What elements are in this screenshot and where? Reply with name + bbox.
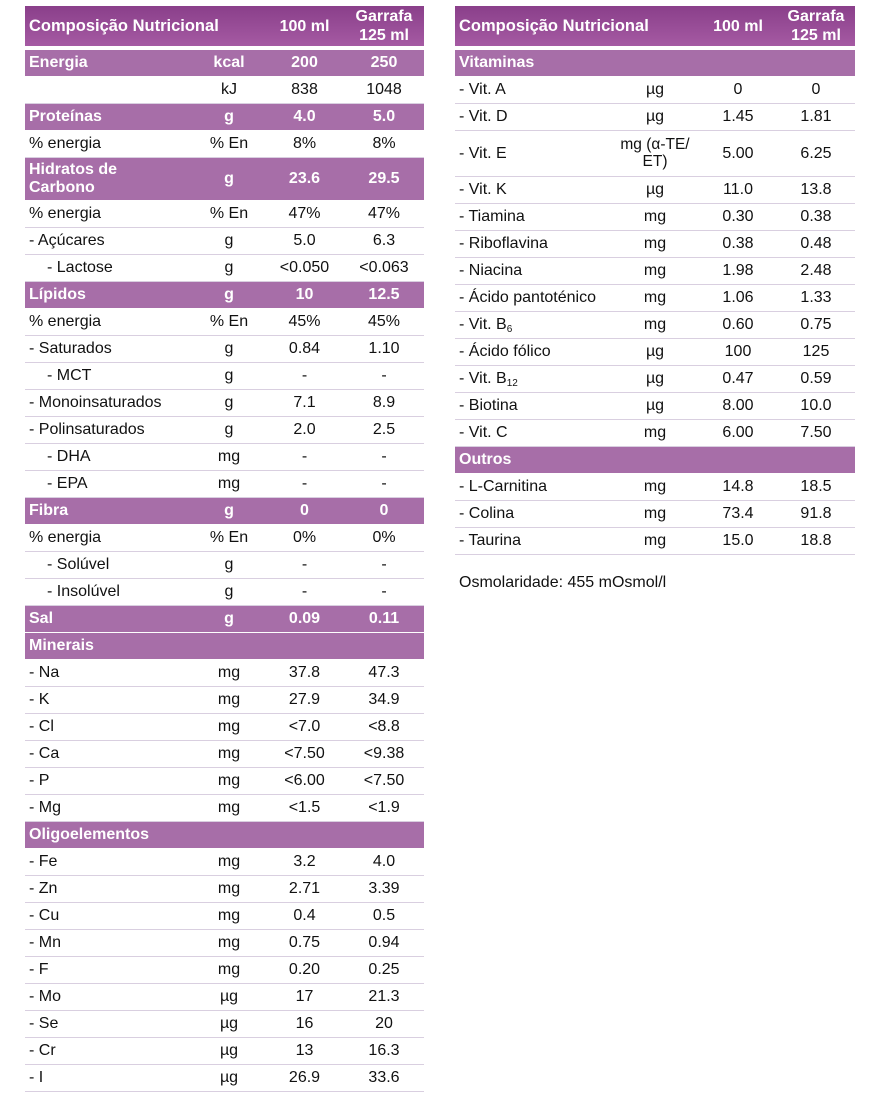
value-bottle: - (381, 367, 387, 384)
unit-cell: mg (217, 961, 241, 978)
nutrient-label: - Monoinsaturados (29, 394, 162, 411)
nutrient-label: - Polinsaturados (29, 421, 145, 438)
unit-cell: mg (217, 691, 241, 708)
unit-cell: mg (643, 262, 667, 279)
unit-cell: % En (209, 529, 249, 546)
nutrient-label: - Vit. $B_6$ (459, 316, 513, 335)
table-row (25, 417, 424, 444)
nutrient-label: Fibra (29, 502, 69, 519)
table-row (25, 768, 424, 795)
value-100ml: 47% (288, 205, 321, 222)
nutrient-label: - Mn (29, 934, 61, 951)
unit-cell: % En (209, 313, 249, 330)
unit-cell: mg (643, 505, 667, 522)
value-100ml: 23.6 (288, 170, 321, 187)
value-100ml: - (301, 583, 308, 600)
unit-cell: mg (α-TE/ ET) (620, 136, 690, 170)
value-100ml: - (301, 475, 308, 492)
nutrient-label: Hidratos de Carbono (29, 161, 118, 196)
value-100ml: 27.9 (288, 691, 321, 708)
table-row (455, 420, 855, 447)
nutrient-label: - I (29, 1069, 44, 1086)
value-bottle: 29.5 (368, 170, 400, 187)
value-100ml: 5.0 (293, 232, 316, 249)
value-bottle: 21.3 (368, 988, 400, 1005)
table-row (25, 660, 424, 687)
table-row (455, 366, 855, 393)
unit-cell: mg (217, 934, 241, 951)
value-bottle: 5.0 (372, 108, 396, 125)
value-bottle: 16.3 (368, 1042, 400, 1059)
table-row (25, 687, 424, 714)
unit-cell: µg (645, 181, 665, 198)
unit-cell: mg (217, 448, 241, 465)
table-row (455, 474, 855, 501)
value-bottle: <7.50 (363, 772, 405, 789)
value-100ml: <7.0 (288, 718, 321, 735)
nutrient-label: - Cl (29, 718, 54, 735)
value-100ml: 5.00 (722, 144, 754, 162)
table-row (25, 930, 424, 957)
unit-cell: mg (217, 907, 241, 924)
table-row (25, 525, 424, 552)
value-bottle: 33.6 (368, 1069, 400, 1086)
value-100ml: 0 (733, 81, 743, 98)
value-bottle: 3.39 (368, 880, 400, 897)
table-header (455, 6, 855, 50)
value-bottle: 18.5 (800, 478, 832, 495)
unit-cell: g (224, 286, 234, 303)
value-100ml: 17 (295, 988, 314, 1005)
value-bottle: 8% (372, 135, 396, 152)
value-100ml: 45% (288, 313, 321, 330)
table-row (455, 131, 855, 177)
value-bottle: 4.0 (372, 853, 396, 870)
value-bottle: <1.9 (368, 799, 400, 816)
value-100ml: 7.1 (293, 394, 316, 411)
table-row (25, 552, 424, 579)
header-bottle: Garrafa 125 ml (787, 8, 845, 44)
nutrient-label: - Fe (29, 853, 58, 870)
nutrient-label: - Solúvel (47, 556, 110, 573)
header-composition: Composição Nutricional (29, 16, 219, 35)
table-body (25, 50, 424, 1092)
unit-cell: µg (219, 1042, 239, 1059)
category-row (25, 50, 424, 77)
value-100ml: 0% (292, 529, 317, 546)
table-header (25, 6, 424, 50)
value-100ml: 13 (295, 1042, 314, 1059)
unit-cell: mg (643, 208, 667, 225)
unit-cell: µg (645, 397, 665, 414)
unit-cell: kcal (213, 54, 245, 71)
category-row (25, 282, 424, 309)
value-bottle: 1.81 (800, 108, 832, 125)
table-row (25, 741, 424, 768)
nutrient-label: - Insolúvel (47, 583, 120, 600)
unit-cell: g (224, 367, 234, 384)
nutrient-label: - K (29, 691, 50, 708)
unit-cell: µg (219, 1069, 239, 1086)
table-row (455, 393, 855, 420)
unit-cell: µg (219, 988, 239, 1005)
left-nutrition-table (25, 6, 424, 1092)
table-row (455, 204, 855, 231)
table-row (25, 903, 424, 930)
unit-cell: g (224, 340, 234, 357)
table-row (25, 309, 424, 336)
unit-cell: mg (643, 289, 667, 306)
unit-cell: g (224, 232, 234, 249)
value-100ml: 0.47 (722, 370, 754, 387)
value-100ml: 0.60 (722, 316, 754, 333)
nutrient-label: - Riboflavina (459, 235, 548, 252)
nutrient-label: - Niacina (459, 262, 523, 279)
vitamin-subscript: 6 (506, 324, 513, 335)
nutrient-label: - DHA (47, 448, 91, 465)
nutrient-label: - Lactose (47, 259, 113, 276)
nutrient-label: - Vit. K (459, 181, 507, 198)
nutrient-label: - Vit. $B_{12}$ (459, 370, 518, 389)
table-body (455, 50, 855, 555)
value-100ml: 73.4 (722, 505, 754, 522)
table-row (455, 231, 855, 258)
unit-cell: % En (209, 205, 249, 222)
value-100ml: 838 (291, 81, 318, 98)
value-bottle: 0 (379, 502, 389, 519)
value-100ml: 15.0 (722, 532, 754, 549)
unit-cell: µg (645, 81, 665, 98)
table-row (25, 390, 424, 417)
value-bottle: 1.33 (800, 289, 832, 306)
nutrient-label: - Ca (29, 745, 60, 762)
unit-cell: g (224, 502, 234, 519)
nutrient-label: Sal (29, 610, 54, 627)
table-row (25, 957, 424, 984)
table-row (25, 714, 424, 741)
nutrient-label: - Taurina (459, 532, 521, 549)
value-bottle: 2.5 (372, 421, 396, 438)
table-row (25, 255, 424, 282)
category-row (25, 822, 424, 849)
unit-cell: g (224, 610, 234, 627)
value-100ml: 0.09 (288, 610, 321, 627)
value-bottle: 6.25 (800, 144, 832, 162)
category-row (455, 447, 855, 474)
table-row (25, 849, 424, 876)
unit-cell: g (224, 421, 234, 438)
nutrient-label: % energia (29, 313, 102, 330)
table-row (25, 579, 424, 606)
value-100ml: 0.38 (722, 235, 754, 252)
value-100ml: 6.00 (722, 424, 754, 441)
value-100ml: 2.0 (293, 421, 316, 438)
unit-cell: µg (219, 1015, 239, 1032)
nutrient-label: - EPA (47, 475, 88, 492)
nutrient-label: - Açúcares (29, 232, 105, 249)
table-row (25, 1065, 424, 1092)
value-bottle: 91.8 (800, 505, 832, 522)
value-100ml: 37.8 (288, 664, 321, 681)
value-bottle: <9.38 (363, 745, 405, 762)
value-100ml: 0.4 (293, 907, 316, 924)
value-bottle: 0.5 (372, 907, 396, 924)
nutrient-label: - Ácido fólico (459, 343, 551, 360)
unit-cell: g (224, 259, 234, 276)
nutrient-label: - Ácido pantoténico (459, 289, 596, 306)
table-row (25, 1038, 424, 1065)
value-bottle: 47% (367, 205, 401, 222)
table-row (455, 285, 855, 312)
table-row (25, 228, 424, 255)
value-bottle: 0.94 (368, 934, 400, 951)
value-bottle: <8.8 (368, 718, 400, 735)
nutrient-label: Proteínas (29, 108, 102, 125)
nutrient-label: Vitaminas (459, 54, 535, 71)
nutrient-label: - Vit. C (459, 424, 508, 441)
unit-cell: mg (643, 235, 667, 252)
unit-cell: kJ (221, 81, 237, 98)
nutrient-label: - Na (29, 664, 60, 681)
table-row (25, 201, 424, 228)
value-100ml: 3.2 (293, 853, 316, 870)
nutrient-label: - Vit. E (459, 144, 507, 162)
value-bottle: 2.48 (800, 262, 832, 279)
value-bottle: 125 (802, 343, 830, 360)
value-bottle: 0.59 (800, 370, 832, 387)
table-row (25, 131, 424, 158)
table-row (455, 528, 855, 555)
table-row (455, 104, 855, 131)
right-nutrition-table (455, 6, 855, 555)
value-100ml: <1.5 (288, 799, 321, 816)
value-bottle: 12.5 (368, 286, 400, 303)
value-100ml: 16 (295, 1015, 314, 1032)
table-row (455, 312, 855, 339)
value-100ml: <0.050 (279, 259, 330, 276)
header-100ml: 100 ml (713, 17, 763, 35)
value-bottle: 250 (370, 54, 398, 71)
table-row (25, 795, 424, 822)
value-100ml: - (301, 367, 308, 384)
category-row (25, 104, 424, 131)
value-bottle: 1048 (366, 81, 402, 98)
table-row (25, 336, 424, 363)
table-row (25, 444, 424, 471)
category-row (25, 633, 424, 660)
value-100ml: 26.9 (288, 1069, 321, 1086)
unit-cell: µg (645, 108, 665, 125)
osmolarity-note: Osmolaridade: 455 mOsmol/l (459, 574, 667, 591)
nutrient-label: - Zn (29, 880, 58, 897)
nutrient-label: Lípidos (29, 286, 86, 303)
unit-cell: g (224, 394, 234, 411)
value-100ml: 10 (295, 286, 314, 303)
table-row (25, 363, 424, 390)
value-bottle: 0.25 (368, 961, 400, 978)
unit-cell: mg (217, 475, 241, 492)
unit-cell: g (224, 170, 234, 187)
nutrient-label: Minerais (29, 637, 94, 654)
value-bottle: 20 (375, 1015, 393, 1032)
nutrient-label: - Cr (29, 1042, 56, 1059)
value-100ml: 0.84 (288, 340, 321, 357)
value-bottle: 18.8 (800, 532, 832, 549)
value-100ml: - (301, 448, 308, 465)
value-100ml: - (301, 556, 308, 573)
nutrient-label: % energia (29, 135, 102, 152)
value-100ml: 0.20 (288, 961, 321, 978)
category-row (25, 498, 424, 525)
unit-cell: mg (643, 478, 667, 495)
nutrient-label: - P (29, 772, 50, 789)
value-100ml: <7.50 (284, 745, 325, 762)
value-bottle: 6.3 (372, 232, 396, 249)
nutrient-label: Energia (29, 54, 88, 71)
nutrient-label: % energia (29, 529, 102, 546)
value-100ml: 1.45 (722, 108, 754, 125)
value-bottle: 0.38 (800, 208, 832, 225)
value-bottle: 0.75 (800, 316, 832, 333)
value-100ml: 8.00 (722, 397, 754, 414)
nutrient-label: - Se (29, 1015, 59, 1032)
value-100ml: 4.0 (293, 108, 316, 125)
nutrient-label: - F (29, 961, 49, 978)
value-bottle: 8.9 (372, 394, 396, 411)
nutrient-label: - Colina (459, 505, 515, 522)
unit-cell: mg (643, 532, 667, 549)
value-bottle: 0.48 (800, 235, 832, 252)
nutrient-label: - Mg (29, 799, 61, 816)
value-100ml: 0 (300, 502, 309, 519)
value-bottle: - (381, 556, 387, 573)
value-100ml: <6.00 (284, 772, 325, 789)
unit-cell: g (224, 108, 234, 125)
value-100ml: 0.75 (288, 934, 321, 951)
unit-cell: mg (217, 664, 241, 681)
category-row (25, 158, 424, 201)
table-row (25, 471, 424, 498)
nutrient-label: - Vit. D (459, 108, 508, 125)
category-row (455, 50, 855, 77)
value-bottle: 10.0 (800, 397, 832, 414)
table-row (455, 501, 855, 528)
header-100ml: 100 ml (279, 17, 330, 35)
value-100ml: 14.8 (722, 478, 754, 495)
nutrient-label: Outros (459, 451, 512, 468)
category-row (25, 606, 424, 633)
value-100ml: 1.06 (722, 289, 754, 306)
table-row (455, 339, 855, 366)
unit-cell: mg (217, 880, 241, 897)
unit-cell: mg (643, 316, 667, 333)
unit-cell: g (224, 556, 234, 573)
value-bottle: - (381, 475, 387, 492)
value-100ml: 8% (292, 135, 317, 152)
unit-cell: mg (217, 799, 241, 816)
vitamin-subscript: 12 (506, 378, 518, 389)
value-bottle: 34.9 (368, 691, 400, 708)
table-row (25, 77, 424, 104)
value-bottle: 0 (811, 81, 821, 98)
nutrient-label: Oligoelementos (29, 826, 150, 843)
nutrient-label: - Tiamina (459, 208, 525, 225)
table-row (455, 77, 855, 104)
header-bottle: Garrafa 125 ml (355, 8, 413, 44)
value-bottle: 0.11 (368, 610, 400, 627)
table-row (455, 258, 855, 285)
nutrient-label: - Saturados (29, 340, 112, 357)
value-bottle: 0% (372, 529, 396, 546)
unit-cell: mg (217, 745, 241, 762)
value-bottle: 47.3 (368, 664, 400, 681)
nutrient-label: - Vit. A (459, 81, 506, 98)
value-bottle: - (381, 448, 387, 465)
value-bottle: 13.8 (800, 181, 832, 198)
table-row (25, 876, 424, 903)
nutrient-label: - L-Carnitina (459, 478, 548, 495)
value-bottle: 1.10 (368, 340, 400, 357)
value-100ml: 11.0 (723, 181, 753, 198)
table-row (455, 177, 855, 204)
unit-cell: mg (217, 772, 241, 789)
table-row (25, 1011, 424, 1038)
unit-cell: µg (645, 370, 665, 387)
nutrient-label: - Cu (29, 907, 60, 924)
nutrient-label: - Mo (29, 988, 61, 1005)
nutrient-label: % energia (29, 205, 102, 222)
nutrient-label: - Biotina (459, 397, 518, 414)
value-100ml: 2.71 (288, 880, 321, 897)
unit-cell: mg (217, 718, 241, 735)
unit-cell: mg (217, 853, 241, 870)
header-composition: Composição Nutricional (459, 16, 649, 35)
table-row (25, 984, 424, 1011)
value-100ml: 200 (291, 54, 318, 71)
value-100ml: 0.30 (722, 208, 754, 225)
value-bottle: <0.063 (359, 259, 409, 276)
value-bottle: 7.50 (800, 424, 832, 441)
value-bottle: - (381, 583, 387, 600)
unit-cell: µg (645, 343, 665, 360)
value-100ml: 100 (724, 343, 752, 360)
unit-cell: g (224, 583, 234, 600)
value-bottle: 45% (367, 313, 401, 330)
value-100ml: 1.98 (722, 262, 754, 279)
nutrient-label: - MCT (47, 367, 92, 384)
unit-cell: mg (643, 424, 667, 441)
unit-cell: % En (209, 135, 249, 152)
